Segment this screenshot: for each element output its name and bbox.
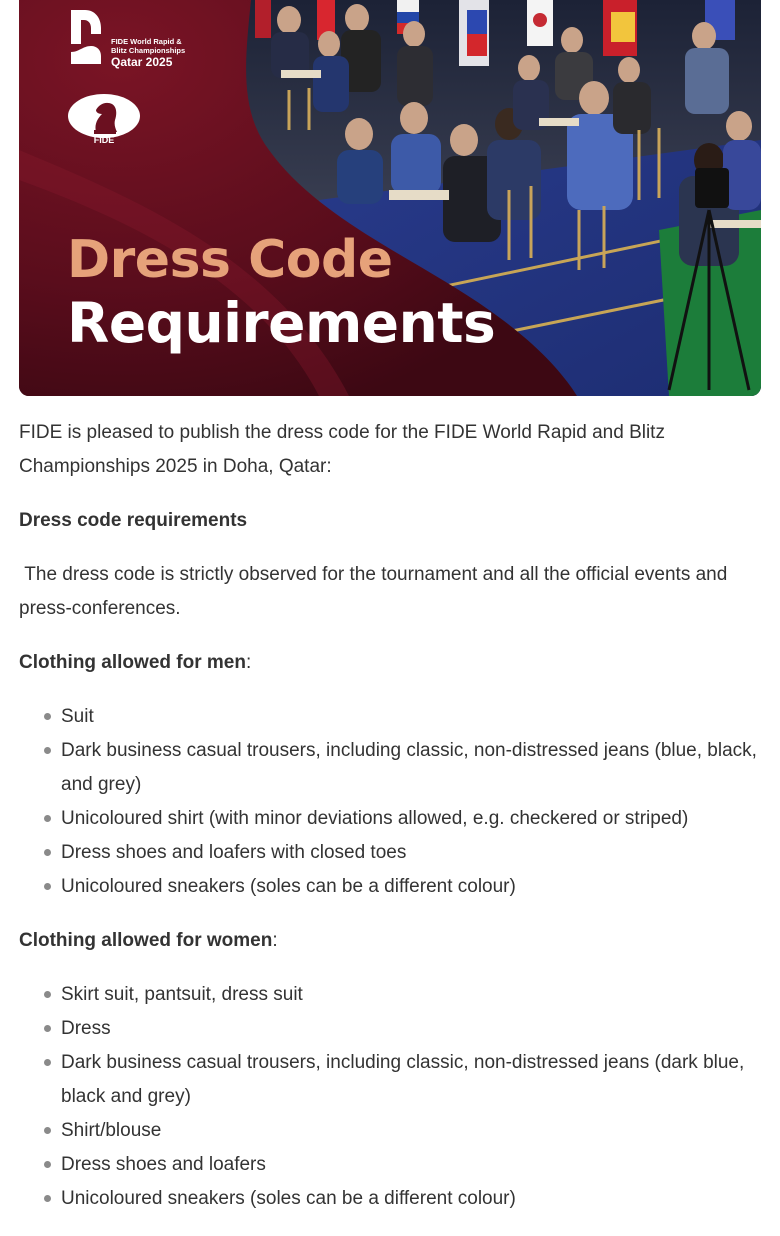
bullet-icon bbox=[44, 849, 51, 856]
list-item bbox=[61, 1182, 761, 1216]
championship-logo-line2: Blitz Championships bbox=[111, 46, 186, 55]
list-item-text: Shirt/blouse bbox=[61, 1120, 162, 1141]
bullet-icon bbox=[44, 747, 51, 754]
bullet-icon bbox=[44, 1195, 51, 1202]
list-item-text: Dress shoes and loafers bbox=[61, 1154, 266, 1175]
article-body bbox=[19, 416, 761, 1236]
fide-logo bbox=[66, 92, 142, 148]
list-item-text: Dark business casual trousers, including classic, non-distressed jeans (dark blue, black and grey) bbox=[61, 1052, 745, 1107]
intro-paragraph: FIDE is pleased to publish the dress code for the FIDE World Rapid and Blitz Championships 2025 in Doha, Qatar: bbox=[19, 422, 665, 477]
list-item bbox=[61, 978, 761, 1012]
women-clothing-label: Clothing allowed for women bbox=[19, 930, 273, 951]
list-item bbox=[61, 836, 761, 870]
championship-logo bbox=[67, 6, 207, 70]
bullet-icon bbox=[44, 713, 51, 720]
women-clothing-heading bbox=[19, 924, 761, 958]
men-clothing-list bbox=[19, 700, 761, 904]
bullet-icon bbox=[44, 991, 51, 998]
list-item-text: Dress shoes and loafers with closed toes bbox=[61, 842, 407, 863]
list-item bbox=[61, 870, 761, 904]
list-item bbox=[61, 700, 761, 734]
list-item-text: Suit bbox=[61, 706, 94, 727]
list-item bbox=[61, 1046, 761, 1114]
list-item bbox=[61, 802, 761, 836]
section-heading: Dress code requirements bbox=[19, 510, 248, 531]
list-item-text: Skirt suit, pantsuit, dress suit bbox=[61, 984, 303, 1005]
list-item bbox=[61, 1114, 761, 1148]
bullet-icon bbox=[44, 1059, 51, 1066]
bullet-icon bbox=[44, 883, 51, 890]
hero-banner bbox=[19, 0, 761, 396]
list-item bbox=[61, 734, 761, 802]
banner-title-line1: Dress Code bbox=[67, 230, 393, 290]
list-item bbox=[61, 1012, 761, 1046]
list-item bbox=[61, 1148, 761, 1182]
bullet-icon bbox=[44, 1127, 51, 1134]
men-clothing-label: Clothing allowed for men bbox=[19, 652, 246, 673]
list-item-text: Unicoloured shirt (with minor deviations allowed, e.g. checkered or striped) bbox=[61, 808, 689, 829]
bullet-icon bbox=[44, 1025, 51, 1032]
bullet-icon bbox=[44, 815, 51, 822]
list-item-text: Unicoloured sneakers (soles can be a different colour) bbox=[61, 876, 516, 897]
bullet-icon bbox=[44, 1161, 51, 1168]
women-clothing-suffix: : bbox=[272, 930, 278, 951]
banner-title-line2: Requirements bbox=[67, 291, 496, 355]
men-clothing-suffix: : bbox=[245, 652, 252, 673]
championship-logo-line3: Qatar 2025 bbox=[111, 55, 173, 69]
strict-note-paragraph: The dress code is strictly observed for the tournament and all the official events and press-conferences. bbox=[19, 564, 733, 619]
list-item-text: Dress bbox=[61, 1018, 111, 1039]
men-clothing-heading bbox=[19, 646, 761, 680]
women-clothing-list bbox=[19, 978, 761, 1216]
list-item-text: Unicoloured sneakers (soles can be a different colour) bbox=[61, 1188, 516, 1209]
championship-logo-line1: FIDE World Rapid & bbox=[111, 37, 182, 46]
fide-logo-text: FIDE bbox=[93, 135, 115, 145]
championship-mark-icon bbox=[67, 6, 107, 68]
list-item-text: Dark business casual trousers, including classic, non-distressed jeans (blue, black, and grey) bbox=[61, 740, 757, 795]
